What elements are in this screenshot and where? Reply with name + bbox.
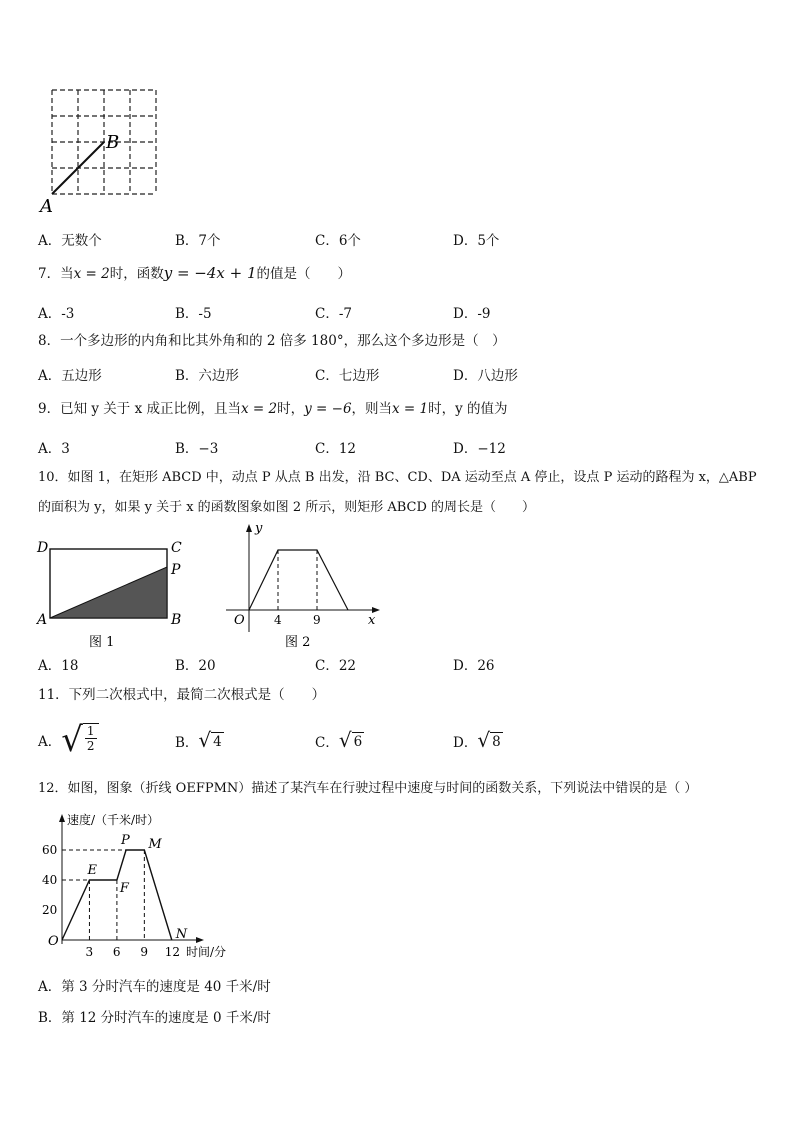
q11-option-b (175, 730, 224, 751)
q11-option-d (453, 730, 503, 751)
fraction-one-half (85, 724, 97, 753)
y-axis-arrow (246, 524, 252, 532)
label-b: B (171, 612, 182, 628)
x-tick-6: 6 (112, 945, 121, 959)
label-o: O (234, 613, 245, 628)
q7-option-b: B．-5 (175, 306, 212, 322)
question-10-line-2: 的面积为 y，如果 y 关于 x 的函数图象如图 2 所示，则矩形 ABCD 的周长是（ ） (38, 500, 536, 515)
question-8: 8．一个多边形的内角和比其外角和的 2 倍多 180°，那么这个多边形是（ ） (38, 333, 506, 349)
q11-option-a-label: A． (38, 734, 62, 750)
y-axis-label: 速度/（千米/时） (67, 813, 160, 827)
q10-option-c: C．22 (315, 658, 357, 674)
q8-option-c: C．七边形 (315, 368, 380, 384)
question-12: 12．如图，图象（折线 OEFPMN）描述了某汽车在行驶过程中速度与时间的函数关系，下列说法中错误的是（ ） (38, 781, 698, 796)
y-tick-60: 60 (42, 843, 58, 857)
q9-mid-2: ，则当 (351, 401, 393, 417)
q10-option-b: B．20 (175, 658, 216, 674)
radical-sign: √ (477, 728, 491, 752)
q9-mid-1: 时， (277, 401, 305, 417)
label-p: P (171, 562, 181, 578)
point-label-p: P (121, 833, 130, 848)
figure-2-caption: 图 2 (285, 635, 311, 650)
q12-option-a: A．第 3 分时汽车的速度是 40 千米/时 (38, 979, 271, 995)
q9-suffix: 时，y 的值为 (428, 401, 508, 417)
question-11: 11．下列二次根式中，最简二次根式是（ ） (38, 687, 326, 703)
q11-option-c-label: C． (315, 734, 339, 751)
q8-option-b: B．六边形 (175, 368, 239, 384)
label-a: A (37, 612, 48, 628)
radicand: 4 (213, 734, 222, 750)
label-b: B (106, 132, 120, 153)
q9-cond-2: y = −6 (304, 401, 352, 417)
speed-time-chart (40, 808, 240, 968)
q6-option-c: C．6个 (315, 233, 361, 249)
label-d: D (37, 540, 49, 556)
label-c: C (171, 540, 182, 556)
q7-suffix: 的值是（ ） (256, 266, 352, 282)
x-tick-12: 12 (164, 945, 181, 959)
q7-prefix: 7．当 (38, 266, 74, 282)
q10-figure-1 (34, 536, 194, 650)
point-label-f: F (119, 881, 129, 896)
q9-option-b: B．−3 (175, 441, 219, 457)
q7-option-a: A．-3 (38, 306, 75, 322)
origin-label: O (48, 934, 59, 949)
area-curve (249, 550, 348, 610)
q7-option-c: C．-7 (315, 306, 352, 322)
question-10-line-1: 10．如图 1，在矩形 ABCD 中，动点 P 从点 B 出发，沿 BC、CD、DA 运动至点 A 停止，设点 P 运动的路程为 x，△ABP (38, 470, 757, 485)
point-label-n: N (175, 927, 188, 942)
x-tick-3: 3 (85, 945, 94, 959)
sqrt-4 (198, 730, 223, 751)
q7-function: y = −4x + 1 (163, 264, 257, 282)
radical-sign: √ (338, 728, 352, 752)
triangle-abp-shaded (50, 567, 167, 618)
q7-mid: 时，函数 (109, 266, 164, 282)
q6-option-a: A．无数个 (38, 233, 102, 249)
q10-figure-2 (220, 520, 390, 650)
figure-1-caption: 图 1 (89, 635, 115, 650)
point-label-e: E (87, 863, 97, 878)
q11-option-c (315, 730, 364, 751)
y-tick-20: 20 (42, 903, 58, 917)
fraction-denominator: 2 (86, 739, 95, 753)
fraction-numerator: 1 (86, 724, 95, 738)
q10-option-a: A．18 (38, 658, 79, 674)
label-a: A (40, 196, 53, 217)
sqrt-6 (339, 730, 364, 751)
q11-option-a (38, 718, 99, 762)
tick-9: 9 (313, 613, 321, 627)
q9-option-c: C．12 (315, 441, 357, 457)
q8-option-a: A．五边形 (38, 368, 102, 384)
q11-option-b-label: B． (175, 734, 199, 751)
radical-sign: √ (198, 728, 212, 752)
q12-option-b: B．第 12 分时汽车的速度是 0 千米/时 (38, 1010, 271, 1026)
q6-option-d: D．5个 (453, 233, 500, 249)
q7-option-d: D．-9 (453, 306, 491, 322)
x-axis-arrow (196, 937, 204, 943)
q9-option-a: A．3 (38, 441, 70, 457)
point-label-m: M (148, 837, 162, 852)
q9-cond-3: x = 1 (392, 401, 429, 417)
grid-figure (38, 82, 168, 217)
question-9 (38, 398, 508, 420)
radical-sign: √ (61, 720, 83, 760)
radicand: 6 (353, 734, 363, 750)
tick-4: 4 (274, 613, 282, 627)
label-x: x (368, 613, 376, 628)
y-axis-arrow (59, 814, 65, 822)
q11-option-d-label: D． (453, 734, 478, 751)
x-tick-9: 9 (140, 945, 148, 959)
q8-option-d: D．八边形 (453, 368, 518, 384)
label-y: y (255, 521, 263, 536)
sqrt-half (61, 720, 98, 760)
q6-option-b: B．7个 (175, 233, 221, 249)
question-7 (38, 262, 351, 285)
radicand: 8 (492, 734, 501, 750)
radicand (83, 723, 99, 760)
q7-condition: x = 2 (73, 266, 110, 282)
q10-option-d: D．26 (453, 658, 495, 674)
x-axis-label: 时间/分 (186, 945, 227, 959)
y-tick-40: 40 (42, 873, 58, 887)
sqrt-8 (477, 730, 502, 751)
q9-option-d: D．−12 (453, 441, 506, 457)
q9-prefix: 9．已知 y 关于 x 成正比例，且当 (38, 401, 241, 417)
q9-cond-1: x = 2 (241, 401, 278, 417)
